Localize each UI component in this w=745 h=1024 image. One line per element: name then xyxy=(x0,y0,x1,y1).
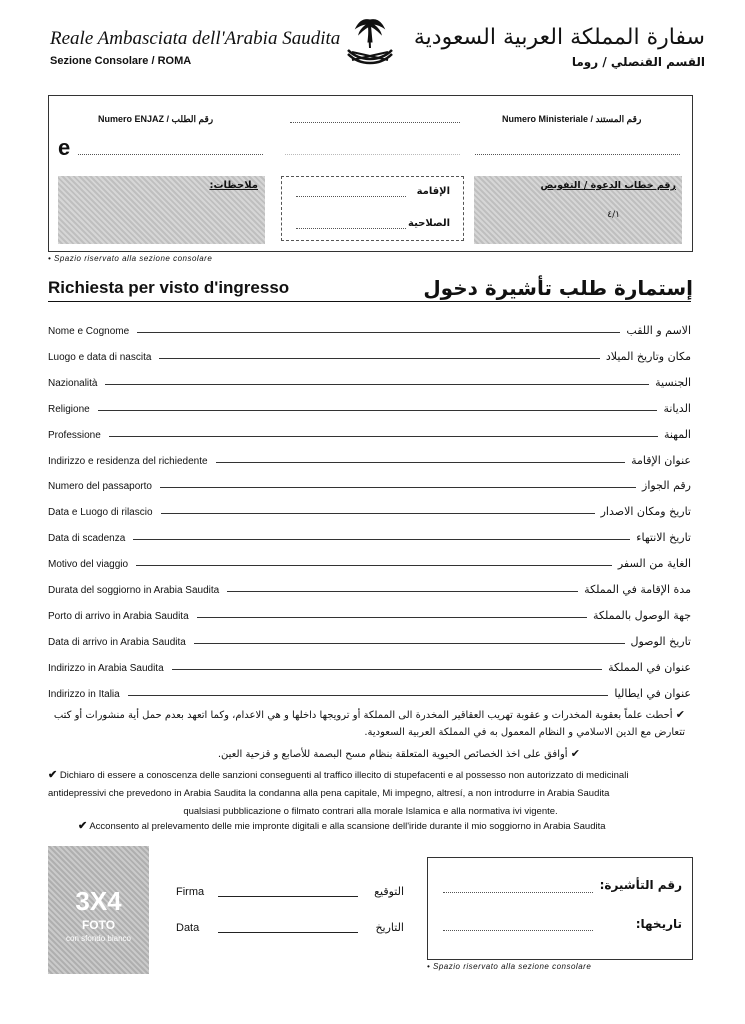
field-label-arabic: عنوان في المملكة xyxy=(608,661,691,674)
field-label-arabic: مكان وتاريخ الميلاد xyxy=(605,350,691,363)
field-row xyxy=(48,630,691,648)
field-label-italian: Indirizzo in Italia xyxy=(48,689,120,700)
embassy-name-arabic: سفارة المملكة العربية السعودية xyxy=(413,25,705,50)
field-label-arabic: عنوان الإقامة xyxy=(631,454,691,467)
declaration-ar-2 xyxy=(40,745,580,764)
residence-label: الإقامة xyxy=(416,186,450,197)
field-label-italian: Data di scadenza xyxy=(48,533,126,544)
field-row xyxy=(48,656,691,674)
field-input-line[interactable] xyxy=(172,669,603,670)
field-label-italian: Motivo del viaggio xyxy=(48,559,129,570)
invitation-handwritten-mark: ٤/١ xyxy=(607,210,620,220)
declaration-it-1 xyxy=(48,766,693,821)
declaration-it-1-line2: antidepressivi che prevedono in Arabia Saudita la condanna alla pena capitale, Mi impegno, altresí, a non introdurre in Arabia Saudita xyxy=(48,788,610,799)
field-row xyxy=(48,682,691,700)
middle-number-line[interactable] xyxy=(285,154,460,155)
invitation-letter-label: رقم خطاب الدعوة / التفويض xyxy=(540,180,676,191)
reserved-note-top: • Spazio riservato alla sezione consolare xyxy=(48,254,213,263)
field-label-arabic: تاريخ الانتهاء xyxy=(636,531,691,544)
visa-reserved-box xyxy=(427,857,693,960)
ministerial-number-field[interactable] xyxy=(475,154,680,155)
field-input-line[interactable] xyxy=(98,410,658,411)
field-row xyxy=(48,474,691,492)
reserved-note-bottom: • Spazio riservato alla sezione consolare xyxy=(427,962,592,971)
signature-label-italian: Firma xyxy=(176,886,205,898)
field-label-arabic: الجنسية xyxy=(655,376,691,389)
declaration-ar-1 xyxy=(40,706,685,741)
field-label-italian: Durata del soggiorno in Arabia Saudita xyxy=(48,585,220,596)
notes-label: ملاحظات: xyxy=(209,180,258,191)
field-label-italian: Religione xyxy=(48,404,90,415)
declaration-it-2 xyxy=(78,817,688,836)
saudi-emblem-icon xyxy=(340,12,400,72)
field-row xyxy=(48,345,691,363)
photo-label: FOTO xyxy=(81,918,116,932)
photo-box[interactable] xyxy=(48,846,149,974)
field-label-italian: Numero del passaporto xyxy=(48,481,152,492)
field-label-arabic: تاريخ ومكان الاصدار xyxy=(600,505,691,518)
field-label-italian: Professione xyxy=(48,430,101,441)
date-label-arabic: التاريخ xyxy=(375,921,404,934)
e-number-field[interactable] xyxy=(78,154,263,155)
field-label-arabic: المهنة xyxy=(663,428,691,441)
field-input-line[interactable] xyxy=(160,487,636,488)
field-label-italian: Nome e Cognome xyxy=(48,326,130,337)
validity-label: الصلاحية xyxy=(408,218,450,229)
embassy-name-italian: Reale Ambasciata dell'Arabia Saudita xyxy=(50,28,341,49)
visa-number-label: رقم التأشيرة: xyxy=(599,878,682,892)
enjaz-e-prefix: e xyxy=(58,135,71,160)
photo-sublabel: con sfondo bianco xyxy=(66,934,131,943)
declaration-ar-1-text: أحطت علماً بعقوبة المخدرات و عقوبة تهريب العقاقير المخدرة الى المملكة أو ترويجها داخلها و هي الاعدام، وكما اتعهد بعدم حمل أية منشورات أو كتب تتعارض مع الدين الاسلامي و النظام المعمول به في المملكة العربية السعودية. xyxy=(53,710,685,738)
form-title-italian: Richiesta per visto d'ingresso xyxy=(48,278,290,297)
field-label-italian: Indirizzo in Arabia Saudita xyxy=(48,663,164,674)
declaration-ar-2-text: أوافق على اخذ الخصائص الحيوية المتعلقة بنظام مسح البصمة للأصابع و قزحية العين. xyxy=(217,749,568,760)
field-label-arabic: الديانة xyxy=(663,402,691,415)
declaration-it-1-line1: Dichiaro di essere a conoscenza delle sanzioni conseguenti al traffico illecito di stupefacenti e al possesso non autorizzato di medicinali xyxy=(59,770,629,781)
date-field[interactable] xyxy=(218,932,358,933)
field-input-line[interactable] xyxy=(105,384,649,385)
field-input-line[interactable] xyxy=(133,539,630,540)
field-row xyxy=(48,423,691,441)
field-row xyxy=(48,500,691,518)
field-label-arabic: رقم الجواز xyxy=(642,479,691,492)
checkmark-icon[interactable]: ✔ xyxy=(48,769,58,781)
field-input-line[interactable] xyxy=(197,617,587,618)
field-input-line[interactable] xyxy=(109,436,658,437)
consular-section-italian: Sezione Consolare / ROMA xyxy=(50,55,192,67)
signature-label-arabic: التوقيع xyxy=(374,885,404,898)
title-underline xyxy=(48,301,691,302)
visa-date-label: تاريخها: xyxy=(635,917,682,931)
field-row xyxy=(48,397,691,415)
photo-size: 3X4 xyxy=(75,886,122,916)
enjaz-number-line[interactable] xyxy=(290,122,460,123)
signature-field[interactable] xyxy=(218,896,358,897)
declaration-it-2-text: Acconsento al prelevamento delle mie impronte digitali e alla scansione dell'iride durante il mio soggiorno in Arabia Saudita xyxy=(89,821,606,832)
field-input-line[interactable] xyxy=(216,462,626,463)
field-label-arabic: جهة الوصول بالمملكة xyxy=(593,609,691,622)
checkmark-icon[interactable]: ✔ xyxy=(675,708,685,721)
field-label-italian: Nazionalità xyxy=(48,378,98,389)
field-label-arabic: مدة الإقامة في المملكة xyxy=(584,583,691,596)
field-input-line[interactable] xyxy=(137,332,620,333)
field-row xyxy=(48,578,691,596)
form-title-arabic: إستمارة طلب تأشيرة دخول xyxy=(423,276,693,300)
field-label-arabic: عنوان في ايطاليا xyxy=(614,687,691,700)
checkmark-icon[interactable]: ✔ xyxy=(570,747,580,760)
field-label-italian: Indirizzo e residenza del richiedente xyxy=(48,456,208,467)
field-input-line[interactable] xyxy=(161,513,595,514)
field-row xyxy=(48,526,691,544)
visa-date-field[interactable] xyxy=(443,930,593,931)
consular-section-arabic: القسم القنصلي / روما xyxy=(571,55,705,69)
residence-field[interactable] xyxy=(296,196,406,197)
field-label-arabic: الاسم و اللقب xyxy=(626,324,691,337)
ministerial-number-label: Numero Ministeriale / رقم المستند xyxy=(502,114,642,124)
field-row xyxy=(48,371,691,389)
field-label-italian: Luogo e data di nascita xyxy=(48,352,152,363)
validity-field[interactable] xyxy=(296,228,406,229)
field-label-arabic: تاريخ الوصول xyxy=(630,635,691,648)
field-input-line[interactable] xyxy=(194,643,625,644)
checkmark-icon[interactable]: ✔ xyxy=(78,820,88,832)
field-label-italian: Data di arrivo in Arabia Saudita xyxy=(48,637,186,648)
field-label-italian: Porto di arrivo in Arabia Saudita xyxy=(48,611,189,622)
visa-number-field[interactable] xyxy=(443,892,593,893)
field-label-italian: Data e Luogo di rilascio xyxy=(48,507,153,518)
field-input-line[interactable] xyxy=(128,695,609,696)
field-row xyxy=(48,449,691,467)
field-input-line[interactable] xyxy=(136,565,612,566)
declaration-it-1-line3: qualsiasi pubblicazione o filmato contrari alla morale Islamica e alla normativa ivi vigente. xyxy=(183,806,558,817)
field-label-arabic: الغاية من السفر xyxy=(617,557,691,570)
date-label-italian: Data xyxy=(176,922,200,934)
field-row xyxy=(48,319,691,337)
field-input-line[interactable] xyxy=(159,358,599,359)
field-row xyxy=(48,604,691,622)
enjaz-number-label: Numero ENJAZ / رقم الطلب xyxy=(98,114,214,124)
field-input-line[interactable] xyxy=(227,591,578,592)
field-row xyxy=(48,552,691,570)
